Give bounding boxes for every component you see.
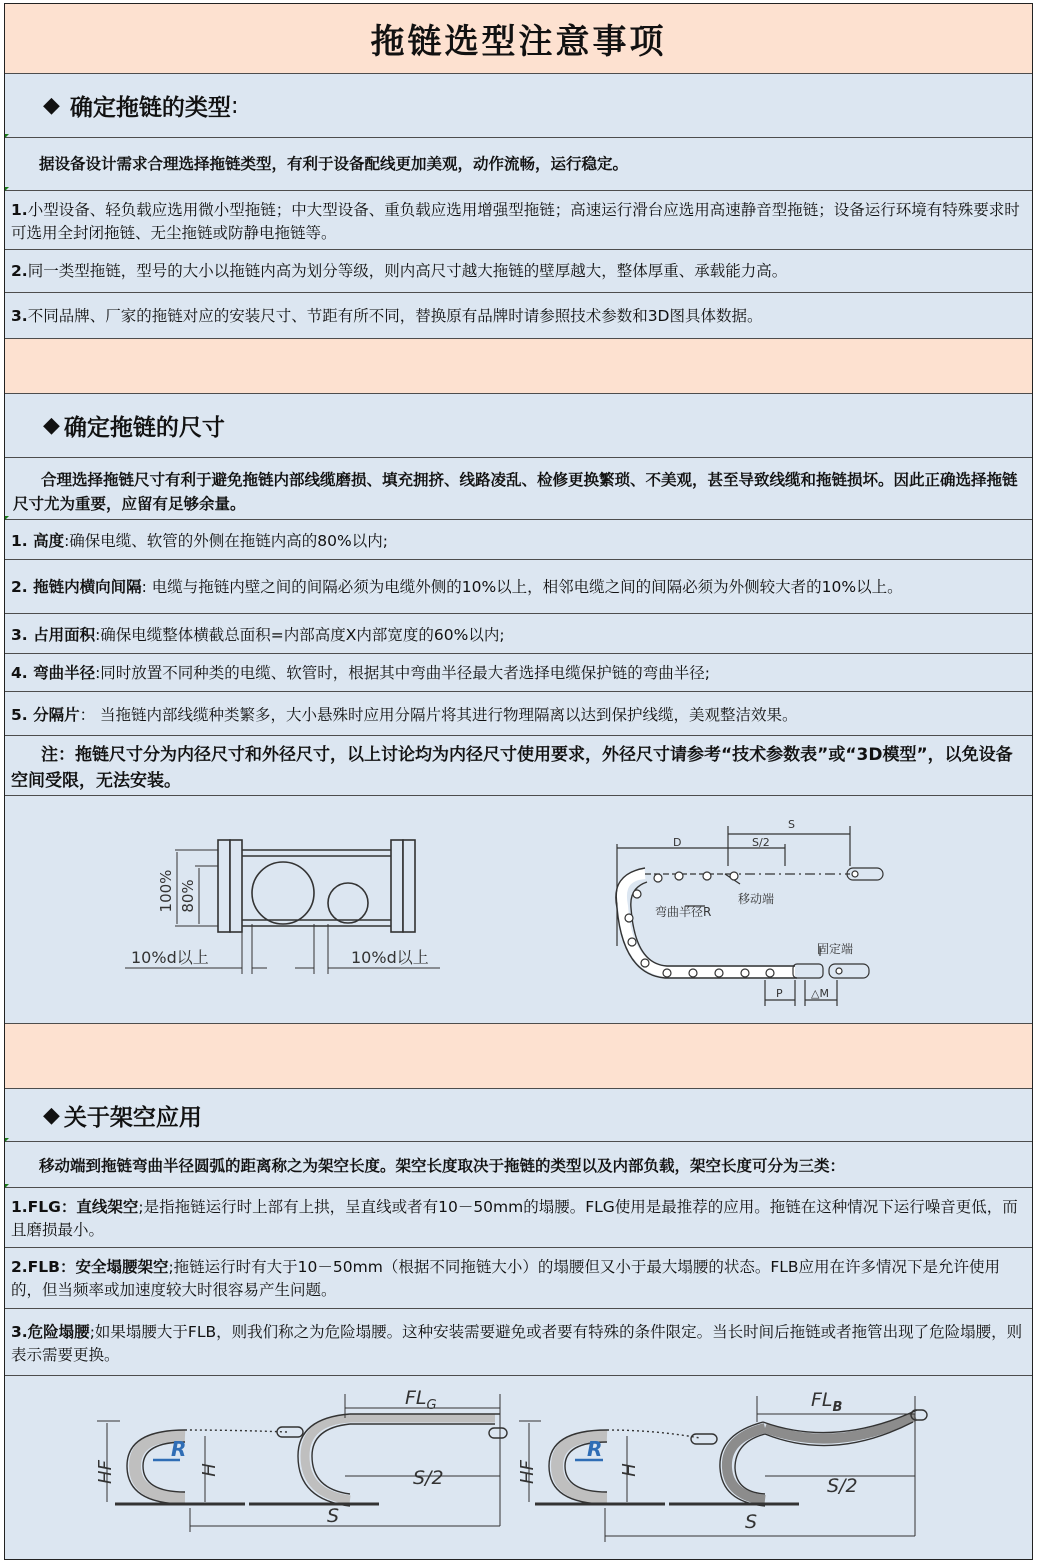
section-overhang-heading-text: 关于架空应用 [63,1104,202,1131]
size-figures [5,796,1032,1024]
type-item-3: 3.不同品牌、厂家的拖链对应的安装尺寸、节距有所不同，替换原有品牌时请参照技术参数和3D图具体数据。 [5,293,1032,339]
overhang-figures [5,1376,1032,1559]
size-item-area: 3. 占用面积:确保电缆整体横截总面积=内部高度X内部宽度的60%以内; [5,614,1032,654]
section-type-heading [5,74,1032,138]
type-item-1: 1.小型设备、轻负载应选用微小型拖链；中大型设备、重负载应选用增强型拖链；高速运行滑台应选用高速静音型拖链；设备运行环境有特殊要求时可选用全封闭拖链、无尘拖链或防静电拖链等。 [5,191,1032,250]
size-note: 注：拖链尺寸分为内径尺寸和外径尺寸，以上讨论均为内径尺寸使用要求，外径尺寸请参考“技术参数表”或“3D模型”，以免设备空间受限，无法安装。 [5,736,1032,796]
label-s-half: S/2 [752,836,770,849]
size-item-height: 1. 高度:确保电缆、软管的外侧在拖链内高的80%以内; [5,520,1032,560]
page-title: 拖链选型注意事项 [5,4,1032,74]
size-item-spacing: 2. 拖链内横向间隔: 电缆与拖链内壁之间的间隔必须为电缆外侧的10%以上，相邻电缆之间的间隔必须为外侧较大者的10%以上。 [5,560,1032,614]
label-hf-right: HF [517,1460,538,1484]
section-size-intro: 合理选择拖链尺寸有利于避免拖链内部线缆磨损、填充拥挤、线路凌乱、检修更换繁琐、不美观，甚至导致线缆和拖链损坏。因此正确选择拖链尺寸尤为重要，应留有足够余量。 [5,458,1032,520]
label-r-left: R [171,1437,187,1461]
spacer-band [5,339,1032,394]
label-fl-b: $FL_B$ [811,1389,843,1415]
diamond-bullet-icon: ◆ [43,93,60,118]
label-r-right: R [587,1437,603,1461]
label-gap-left: 10%d以上 [131,948,209,967]
heading-colon: : [230,92,239,119]
selection-notes-sheet [4,3,1033,1560]
section-overhang-heading [5,1089,1032,1142]
label-gap-right: 10%d以上 [351,948,429,967]
label-s-left: S [327,1505,340,1527]
label-h-left: H [199,1463,220,1477]
type-item-2: 2.同一类型拖链，型号的大小以拖链内高为划分等级，则内高尺寸越大拖链的壁厚越大，整体厚重、承载能力高。 [5,250,1032,293]
section-size-heading [5,394,1032,458]
label-delta-m: △M [811,987,829,1000]
overhang-item-danger: 3.危险塌腰;如果塌腰大于FLB，则我们称之为危险塌腰。这种安装需要避免或者要有特殊的条件限定。当长时间后拖链或者拖管出现了危险塌腰，则表示需要更换。 [5,1309,1032,1376]
overhang-item-flb: 2.FLB：安全塌腰架空;拖链运行时有大于10－50mm（根据不同拖链大小）的塌腰但又小于最大塌腰的状态。FLB应用在许多情况下是允许使用的，但当频率或加速度较大时很容易产生问题。 [5,1248,1032,1309]
diamond-bullet-icon: ◆ [43,413,60,438]
label-p: P [776,987,783,1000]
label-bend-radius: 弯曲半径R [655,905,712,919]
section-type-heading-text: 确定拖链的类型 [69,95,231,121]
label-hf-left: HF [95,1460,116,1484]
flb-diagram [519,1396,927,1542]
size-item-separator: 5. 分隔片： 当拖链内部线缆种类繁多，大小悬殊时应用分隔片将其进行物理隔离以达到保护线缆，美观整洁效果。 [5,692,1032,736]
section-type-intro: 据设备设计需求合理选择拖链类型，有利于设备配线更加美观，动作流畅，运行稳定。 [5,138,1032,191]
label-s-right: S [745,1511,758,1533]
label-s2-right: S/2 [827,1475,858,1497]
diamond-bullet-icon: ◆ [43,1102,60,1128]
size-item-bend-radius: 4. 弯曲半径:同时放置不同种类的电缆、软管时，根据其中弯曲半径最大者选择电缆保护链的弯曲半径; [5,654,1032,692]
label-d: D [673,836,682,849]
label-h-right: H [619,1463,640,1477]
label-moving-end: 移动端 [738,892,775,906]
overhang-figures-svg [5,1376,1032,1559]
overhang-item-flg: 1.FLG：直线架空;是指拖链运行时上部有上拱，呈直线或者有10－50mm的塌腰。FLG使用是最推荐的应用。拖链在这种情况下运行噪音更低，而且磨损最小。 [5,1188,1032,1248]
label-100pct: 100% [157,869,175,913]
label-s2-left: S/2 [413,1467,444,1489]
label-80pct: 80% [179,879,197,913]
section-overhang-intro: 移动端到拖链弯曲半径圆弧的距离称之为架空长度。架空长度取决于拖链的类型以及内部负载，架空长度可分为三类： [5,1142,1032,1188]
flg-diagram [97,1394,507,1532]
label-fixed-end: 固定端 [817,942,854,956]
spacer-band [5,1024,1032,1089]
label-s: S [788,818,795,831]
chain-link-pins [625,871,858,977]
section-size-heading-text: 确定拖链的尺寸 [63,415,225,441]
size-figures-svg [5,796,1032,1023]
label-fl-g: $FL_G$ [405,1387,437,1413]
